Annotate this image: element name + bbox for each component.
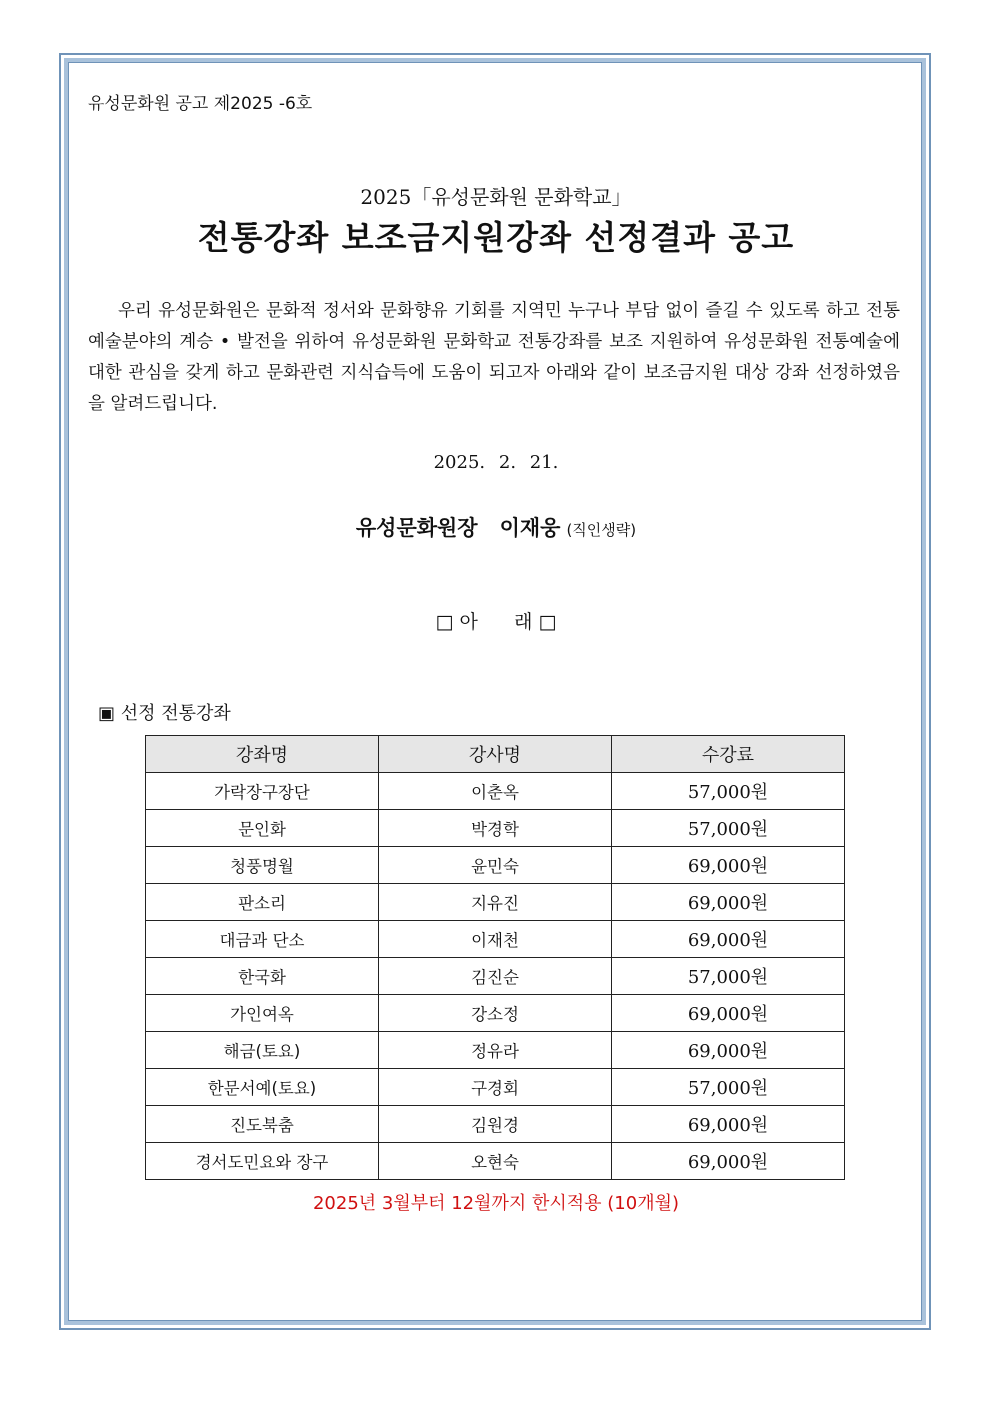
announcement-body: 우리 유성문화원은 문화적 정서와 문화향유 기회를 지역민 누구나 부담 없이 즐길 수 있도록 하고 전통예술분야의 계승 • 발전을 위하여 유성문화원 문화학교 전통강좌를 보조 지원하여 유성문화원 전통예술에 대한 관심을 갖게 하고 문화관련 지식습득에 도움이 되고자 아래와 같이 보조금지원 대상 강좌 선정하였음을 알려드립니다. xyxy=(88,301,900,414)
instructor-name: 정유라 xyxy=(379,1032,612,1069)
column-header-instructor: 강사명 xyxy=(379,736,612,773)
signer-name: 이재웅 xyxy=(499,516,561,540)
table-row xyxy=(146,1143,845,1180)
instructor-name: 오현숙 xyxy=(379,1143,612,1180)
table-row xyxy=(146,1106,845,1143)
course-name: 문인화 xyxy=(146,810,379,847)
table-row xyxy=(146,773,845,810)
course-name: 가인여옥 xyxy=(146,995,379,1032)
title-subtitle: 2025「유성문화원 문화학교」 xyxy=(360,185,632,209)
course-name: 가락장구장단 xyxy=(146,773,379,810)
course-fee: 57,000원 xyxy=(612,810,845,847)
instructor-name: 구경회 xyxy=(379,1069,612,1106)
notice-number: 유성문화원 공고 제2025 -6호 xyxy=(88,94,313,114)
section-heading: ▣ 선정 전통강좌 xyxy=(98,703,231,724)
course-name: 진도북춤 xyxy=(146,1106,379,1143)
course-name: 경서도민요와 장구 xyxy=(146,1143,379,1180)
table-header-row xyxy=(146,736,845,773)
signer-block xyxy=(0,512,992,542)
table-row xyxy=(146,1032,845,1069)
instructor-name: 이재천 xyxy=(379,921,612,958)
instructor-name: 강소정 xyxy=(379,995,612,1032)
course-name: 판소리 xyxy=(146,884,379,921)
course-name: 한문서예(토요) xyxy=(146,1069,379,1106)
course-name: 대금과 단소 xyxy=(146,921,379,958)
table-row xyxy=(146,921,845,958)
announcement-date: 2025. 2. 21. xyxy=(433,452,559,473)
details-heading: □ 아 래 □ xyxy=(435,611,557,633)
instructor-name: 박경학 xyxy=(379,810,612,847)
course-fee: 69,000원 xyxy=(612,1106,845,1143)
course-fee: 69,000원 xyxy=(612,1032,845,1069)
signer-title: 유성문화원장 xyxy=(355,516,478,540)
course-name: 해금(토요) xyxy=(146,1032,379,1069)
course-fee: 69,000원 xyxy=(612,847,845,884)
instructor-name: 김진순 xyxy=(379,958,612,995)
column-header-course: 강좌명 xyxy=(146,736,379,773)
course-fee: 69,000원 xyxy=(612,884,845,921)
table-row xyxy=(146,958,845,995)
column-header-fee: 수강료 xyxy=(612,736,845,773)
instructor-name: 이춘옥 xyxy=(379,773,612,810)
table-row xyxy=(146,847,845,884)
seal-note: (직인생략) xyxy=(566,521,637,539)
course-fee: 69,000원 xyxy=(612,921,845,958)
course-fee: 69,000원 xyxy=(612,995,845,1032)
table-row xyxy=(146,810,845,847)
instructor-name: 지유진 xyxy=(379,884,612,921)
period-note: 2025년 3월부터 12월까지 한시적용 (10개월) xyxy=(312,1193,680,1214)
course-fee: 69,000원 xyxy=(612,1143,845,1180)
course-fee: 57,000원 xyxy=(612,958,845,995)
table-row xyxy=(146,884,845,921)
course-name: 한국화 xyxy=(146,958,379,995)
table-row xyxy=(146,995,845,1032)
course-fee: 57,000원 xyxy=(612,773,845,810)
course-name: 청풍명월 xyxy=(146,847,379,884)
page-title: 전통강좌 보조금지원강좌 선정결과 공고 xyxy=(197,218,795,257)
instructor-name: 김원경 xyxy=(379,1106,612,1143)
courses-table xyxy=(145,735,845,1180)
course-fee: 57,000원 xyxy=(612,1069,845,1106)
instructor-name: 윤민숙 xyxy=(379,847,612,884)
table-row xyxy=(146,1069,845,1106)
